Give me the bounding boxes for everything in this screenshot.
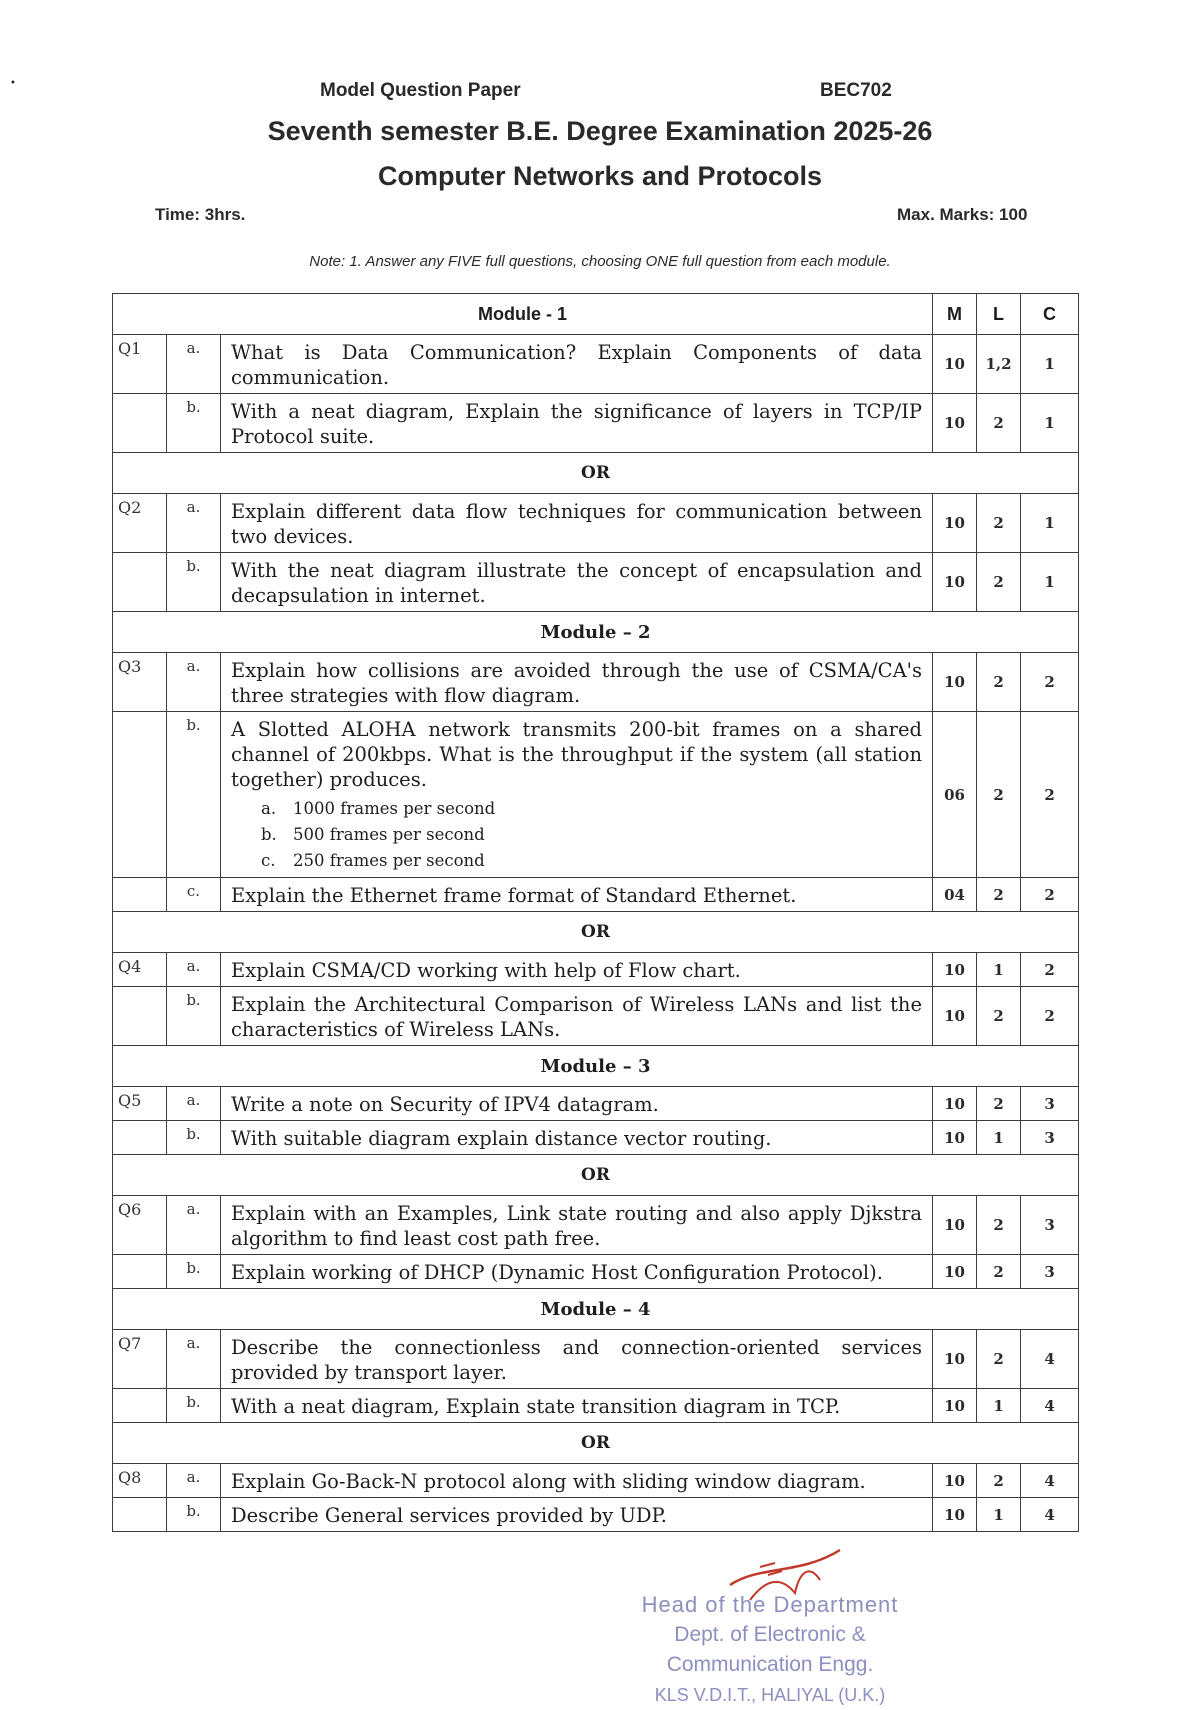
marks-value: 10 [933, 1196, 977, 1255]
marks-value: 10 [933, 1330, 977, 1389]
module-header-row [113, 1289, 1079, 1330]
stamp-line-2: Dept. of Electronic & Communication Engg. [666, 1623, 874, 1676]
or-row [113, 912, 1079, 953]
module-header-row [113, 294, 1079, 335]
question-text [221, 1196, 933, 1255]
question-text-body: Explain with an Examples, Link state routing and also apply Djkstra algorithm to find least cost path free. [231, 1202, 923, 1250]
question-text [221, 394, 933, 453]
sub-option [261, 822, 922, 848]
sub-option-text: 1000 frames per second [293, 799, 496, 818]
question-text [221, 712, 933, 878]
part-label: a. [167, 953, 221, 987]
sub-option [261, 848, 922, 874]
part-label: b. [167, 1389, 221, 1423]
marks-value: 10 [933, 1121, 977, 1155]
question-row [113, 1087, 1079, 1121]
question-row [113, 1196, 1079, 1255]
marks-value: 10 [933, 1255, 977, 1289]
max-marks-label: Max. Marks: 100 [897, 205, 1028, 224]
co-value: 4 [1021, 1330, 1079, 1389]
part-label: b. [167, 1498, 221, 1532]
question-number [113, 987, 167, 1046]
question-text [221, 553, 933, 612]
question-row [113, 953, 1079, 987]
question-row [113, 1121, 1079, 1155]
co-value: 3 [1021, 1255, 1079, 1289]
co-value: 3 [1021, 1121, 1079, 1155]
question-row [113, 335, 1079, 394]
question-number: Q8 [113, 1464, 167, 1498]
question-number [113, 712, 167, 878]
stamp-line-3: KLS V.D.I.T., HALIYAL (U.K.) [654, 1685, 886, 1705]
marks-value: 04 [933, 878, 977, 912]
question-text [221, 953, 933, 987]
co-value: 2 [1021, 653, 1079, 712]
question-row [113, 394, 1079, 453]
sub-option-label: b. [261, 825, 277, 844]
question-text [221, 1087, 933, 1121]
module-title: Module – 2 [113, 612, 1079, 653]
part-label: a. [167, 1464, 221, 1498]
part-label: b. [167, 712, 221, 878]
marks-value: 10 [933, 335, 977, 394]
question-text-body: What is Data Communication? Explain Components of data communication. [231, 341, 923, 389]
or-label: OR [113, 453, 1079, 494]
question-number [113, 394, 167, 453]
question-text-body: Write a note on Security of IPV4 datagram. [231, 1093, 659, 1116]
level-value: 2 [977, 712, 1021, 878]
co-value: 1 [1021, 494, 1079, 553]
co-value: 1 [1021, 394, 1079, 453]
level-value: 2 [977, 1255, 1021, 1289]
stamp-line-1: Head of the Department [641, 1592, 899, 1617]
question-number: Q1 [113, 335, 167, 394]
co-value: 4 [1021, 1389, 1079, 1423]
part-label: a. [167, 1087, 221, 1121]
or-row [113, 453, 1079, 494]
sub-option-label: c. [261, 851, 276, 870]
question-number [113, 1255, 167, 1289]
question-text-body: Explain the Ethernet frame format of Standard Ethernet. [231, 884, 797, 907]
sub-options-list [261, 796, 922, 874]
co-value: 4 [1021, 1498, 1079, 1532]
co-value: 2 [1021, 953, 1079, 987]
module-header-row [113, 1046, 1079, 1087]
or-label: OR [113, 912, 1079, 953]
question-text-body: Describe General services provided by UDP. [231, 1504, 667, 1527]
marks-value: 10 [933, 394, 977, 453]
co-value: 3 [1021, 1196, 1079, 1255]
time-label: Time: 3hrs. [155, 205, 246, 224]
question-text [221, 494, 933, 553]
exam-title: Seventh semester B.E. Degree Examination 2025-26 [267, 116, 933, 146]
question-row [113, 712, 1079, 878]
level-value: 2 [977, 987, 1021, 1046]
question-text [221, 878, 933, 912]
question-number: Q5 [113, 1087, 167, 1121]
sub-option-text: 500 frames per second [293, 825, 485, 844]
or-label: OR [113, 1423, 1079, 1464]
question-text-body: Explain working of DHCP (Dynamic Host Configuration Protocol). [231, 1261, 883, 1284]
level-value: 1 [977, 1498, 1021, 1532]
col-header-m: M [933, 294, 977, 335]
level-value: 2 [977, 653, 1021, 712]
question-row [113, 494, 1079, 553]
question-table [112, 293, 1079, 1532]
or-label: OR [113, 1155, 1079, 1196]
question-text-body: Explain how collisions are avoided through the use of CSMA/CA's three strategies with flow diagram. [231, 659, 923, 707]
question-number [113, 1121, 167, 1155]
marks-value: 10 [933, 1498, 977, 1532]
marks-value: 10 [933, 953, 977, 987]
question-text-body: Explain different data flow techniques for communication between two devices. [231, 500, 923, 548]
question-number: Q3 [113, 653, 167, 712]
question-text [221, 1389, 933, 1423]
level-value: 2 [977, 494, 1021, 553]
question-text-body: Explain Go-Back-N protocol along with sliding window diagram. [231, 1470, 866, 1493]
col-header-c: C [1021, 294, 1079, 335]
marks-value: 06 [933, 712, 977, 878]
marks-value: 10 [933, 1464, 977, 1498]
question-number [113, 553, 167, 612]
or-row [113, 1155, 1079, 1196]
question-text-body: With a neat diagram, Explain state transition diagram in TCP. [231, 1395, 841, 1418]
question-text [221, 653, 933, 712]
co-value: 3 [1021, 1087, 1079, 1121]
part-label: b. [167, 1255, 221, 1289]
level-value: 2 [977, 394, 1021, 453]
co-value: 1 [1021, 553, 1079, 612]
module-title: Module – 3 [113, 1046, 1079, 1087]
marks-value: 10 [933, 1087, 977, 1121]
marks-value: 10 [933, 1389, 977, 1423]
question-text [221, 1464, 933, 1498]
question-row [113, 1498, 1079, 1532]
question-row [113, 1255, 1079, 1289]
question-text-body: Explain the Architectural Comparison of Wireless LANs and list the characteristics of Wireless LANs. [231, 993, 923, 1041]
part-label: a. [167, 494, 221, 553]
question-text [221, 987, 933, 1046]
module-title: Module – 4 [113, 1289, 1079, 1330]
paper-code: BEC702 [820, 80, 892, 101]
col-header-l: L [977, 294, 1021, 335]
co-value: 1 [1021, 335, 1079, 394]
question-text-body: With suitable diagram explain distance vector routing. [231, 1127, 772, 1150]
level-value: 1 [977, 1389, 1021, 1423]
subject-title: Computer Networks and Protocols [377, 161, 823, 191]
question-number: Q2 [113, 494, 167, 553]
level-value: 2 [977, 1464, 1021, 1498]
question-text [221, 335, 933, 394]
marks-value: 10 [933, 553, 977, 612]
question-number [113, 1389, 167, 1423]
co-value: 4 [1021, 1464, 1079, 1498]
part-label: b. [167, 1121, 221, 1155]
co-value: 2 [1021, 987, 1079, 1046]
part-label: a. [167, 1330, 221, 1389]
part-label: c. [167, 878, 221, 912]
instructions-note: Note: 1. Answer any FIVE full questions, choosing ONE full question from each module. [309, 253, 891, 270]
question-number: Q7 [113, 1330, 167, 1389]
part-label: a. [167, 653, 221, 712]
question-number [113, 878, 167, 912]
module-header-row [113, 612, 1079, 653]
question-number: Q6 [113, 1196, 167, 1255]
scan-speck: • [10, 78, 16, 89]
question-row [113, 553, 1079, 612]
question-text-body: Describe the connectionless and connection-oriented services provided by transport layer. [231, 1336, 923, 1384]
level-value: 2 [977, 1196, 1021, 1255]
level-value: 1 [977, 953, 1021, 987]
question-row [113, 1330, 1079, 1389]
question-text-body: With the neat diagram illustrate the concept of encapsulation and decapsulation in internet. [231, 559, 923, 607]
co-value: 2 [1021, 712, 1079, 878]
question-text [221, 1498, 933, 1532]
marks-value: 10 [933, 494, 977, 553]
sub-option [261, 796, 922, 822]
question-text [221, 1330, 933, 1389]
department-stamp [600, 1590, 940, 1710]
question-row [113, 878, 1079, 912]
co-value: 2 [1021, 878, 1079, 912]
question-text-body: A Slotted ALOHA network transmits 200-bit frames on a shared channel of 200kbps. What is the throughput if the system (all station together) produces. [231, 718, 923, 791]
paper-label: Model Question Paper [320, 80, 521, 101]
marks-value: 10 [933, 987, 977, 1046]
part-label: b. [167, 553, 221, 612]
marks-value: 10 [933, 653, 977, 712]
part-label: b. [167, 394, 221, 453]
or-row [113, 1423, 1079, 1464]
sub-option-label: a. [261, 799, 277, 818]
part-label: a. [167, 1196, 221, 1255]
level-value: 2 [977, 1087, 1021, 1121]
level-value: 1 [977, 1121, 1021, 1155]
sub-option-text: 250 frames per second [293, 851, 485, 870]
part-label: b. [167, 987, 221, 1046]
question-text [221, 1121, 933, 1155]
question-row [113, 1389, 1079, 1423]
question-text-body: With a neat diagram, Explain the significance of layers in TCP/IP Protocol suite. [231, 400, 923, 448]
question-row [113, 1464, 1079, 1498]
question-number: Q4 [113, 953, 167, 987]
question-text-body: Explain CSMA/CD working with help of Flow chart. [231, 959, 741, 982]
level-value: 2 [977, 1330, 1021, 1389]
question-row [113, 987, 1079, 1046]
part-label: a. [167, 335, 221, 394]
level-value: 1,2 [977, 335, 1021, 394]
module-title: Module - 1 [113, 294, 933, 335]
question-number [113, 1498, 167, 1532]
question-row [113, 653, 1079, 712]
level-value: 2 [977, 553, 1021, 612]
question-text [221, 1255, 933, 1289]
level-value: 2 [977, 878, 1021, 912]
